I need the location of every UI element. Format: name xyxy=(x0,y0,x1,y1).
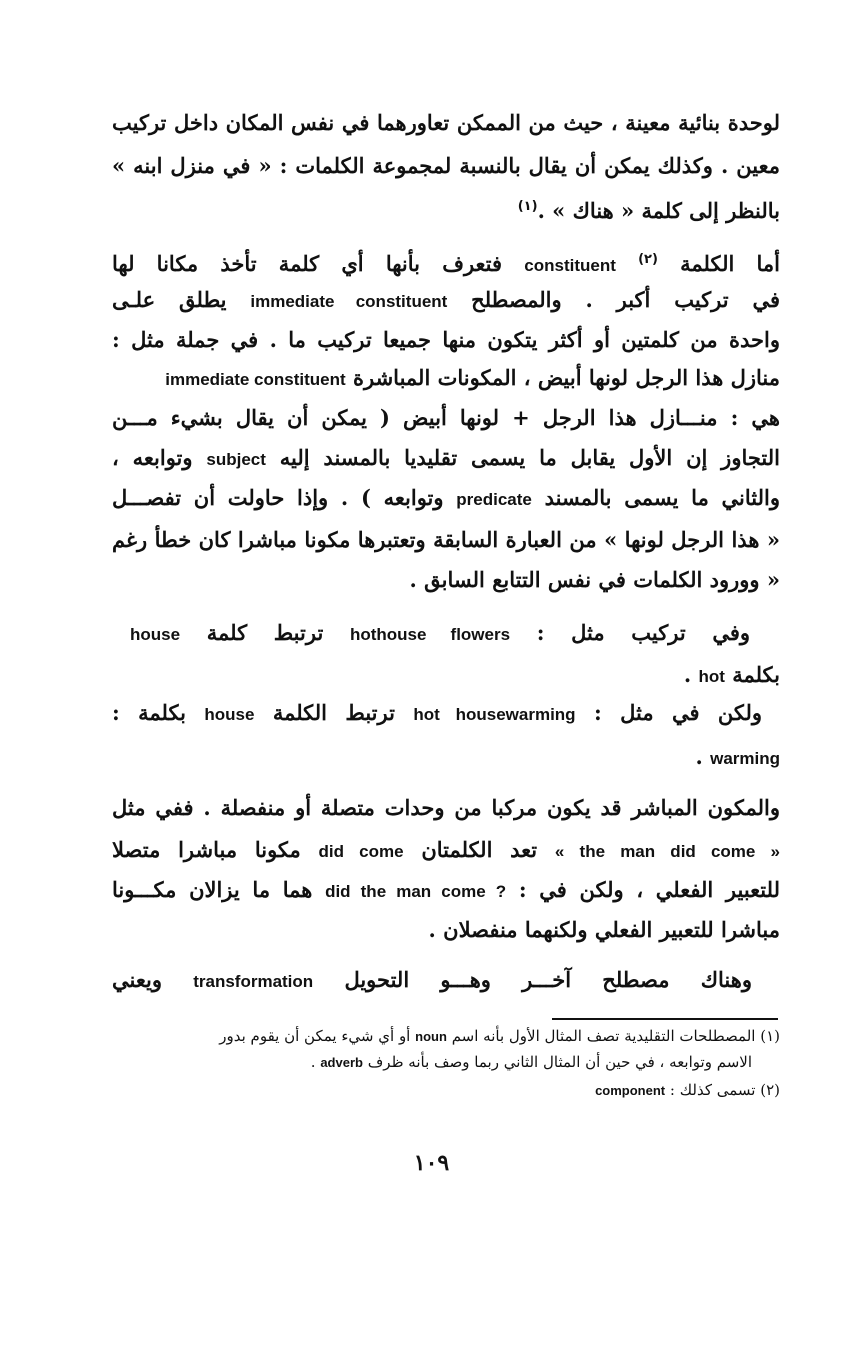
term-transformation: transformation xyxy=(193,972,314,991)
footnote-1-line-2: الاسم وتوابعه ، في حين أن المثال الثاني ربما وصف بأنه ظرف adverb . xyxy=(310,1053,752,1071)
paragraph-4-line-1: ولكن في مثل : hot housewarming ترتبط الكلمة house بكلمة : xyxy=(112,700,763,725)
paragraph-1-line-3: بالنظر إلى كلمة « هناك » .$^{(١)}$ xyxy=(517,198,780,223)
footnote-term-noun: noun xyxy=(415,1029,447,1044)
term-the-man-did-come: « the man did come » xyxy=(554,842,780,861)
paragraph-6-line-1: وهناك مصطلح آخـــر وهـــو التحويل transformation ويعني xyxy=(112,967,752,992)
paragraph-5-line-4: مباشرا للتعبير الفعلي ولكنهما منفصلان . xyxy=(428,917,780,942)
footnote-term-component: component xyxy=(595,1083,666,1098)
term-constituent: constituent xyxy=(524,256,616,275)
term-predicate: predicate xyxy=(456,490,532,509)
term-immediate-constituent-2: immediate constituent xyxy=(165,370,346,389)
paragraph-5-line-2: « the man did come » تعد الكلمتان did come مكونا مباشرا متصلا xyxy=(112,837,780,862)
footnote-divider xyxy=(552,1018,778,1020)
footnote-ref-1: (١) xyxy=(517,199,538,214)
paragraph-2-line-4: منازل هذا الرجل لونها أبيض ، المكونات المباشرة immediate constituent xyxy=(165,365,780,390)
term-house-2: house xyxy=(204,705,255,724)
term-immediate-constituent: immediate constituent xyxy=(250,292,448,311)
paragraph-2-line-8: « هذا الرجل لونها » من العبارة السابقة وتعتبرها مكونا مباشرا كان خطأ رغم xyxy=(112,527,780,552)
paragraph-3-line-1: وفي تركيب مثل : hothouse flowers ترتبط كلمة house xyxy=(130,620,751,645)
paragraph-5-line-1: والمكون المباشر قد يكون مركبا من وحدات متصلة أو منفصلة . ففي مثل xyxy=(112,795,780,820)
paragraph-2-line-2: في تركيب أكبر . والمصطلح immediate constituent يطلق علـى xyxy=(112,287,780,312)
paragraph-4-line-2: warming . xyxy=(695,744,780,769)
term-subject: subject xyxy=(206,450,266,469)
term-warming: warming xyxy=(710,749,780,768)
term-hothouse-flowers: hothouse flowers xyxy=(349,625,511,644)
term-did-the-man-come: ? did the man come xyxy=(325,882,507,901)
paragraph-2-line-9: « وورود الكلمات في نفس التتابع السابق . xyxy=(409,567,780,592)
footnote-1-line-1: (١) المصطلحات التقليدية تصف المثال الأول بأنه اسم noun أو أي شيء يمكن أن يقوم بدور xyxy=(219,1027,780,1045)
paragraph-5-line-3: للتعبير الفعلي ، ولكن في : ? did the man come هما ما يزالان مكـــونا xyxy=(112,877,780,902)
term-hot: hot xyxy=(698,667,725,686)
footnote-2: (٢) تسمى كذلك : component xyxy=(595,1081,780,1099)
paragraph-2-line-7: والثاني ما يسمى بالمسند predicate وتوابعه ) . وإذا حاولت أن تفصـــل xyxy=(112,485,781,510)
paragraph-2-line-1: أما الكلمة $^{(٢)}$ constituent فتعرف بأنها أي كلمة تأخذ مكانا لها xyxy=(112,251,780,276)
paragraph-1-line-1: لوحدة بنائية معينة ، حيث من الممكن تعاورهما في نفس المكان داخل تركيب xyxy=(112,110,780,135)
paragraph-1-line-2: معين . وكذلك يمكن أن يقال بالنسبة لمجموعة الكلمات : « في منزل ابنه » xyxy=(112,153,780,178)
term-house: house xyxy=(130,625,181,644)
paragraph-2-line-6: التجاوز إن الأول يقابل ما يسمى تقليديا بالمسند إليه subject وتوابعه ، xyxy=(112,445,780,470)
term-did-come: did come xyxy=(318,842,404,861)
paragraph-3-line-2: بكلمة hot . xyxy=(683,662,780,687)
paragraph-2-line-3: واحدة من كلمتين أو أكثر يتكون منها جميعا تركيب ما . في جملة مثل : xyxy=(112,327,780,352)
footnote-term-adverb: adverb xyxy=(320,1055,363,1070)
term-hot-housewarming: hot housewarming xyxy=(413,705,576,724)
footnote-ref-2: (٢) xyxy=(638,252,658,267)
paragraph-2-line-5: هي : منـــازل هذا الرجل + لونها أبيض ( يمكن أن يقال بشيء مـــن xyxy=(112,405,780,430)
page-number: ١٠٩ xyxy=(413,1150,450,1176)
